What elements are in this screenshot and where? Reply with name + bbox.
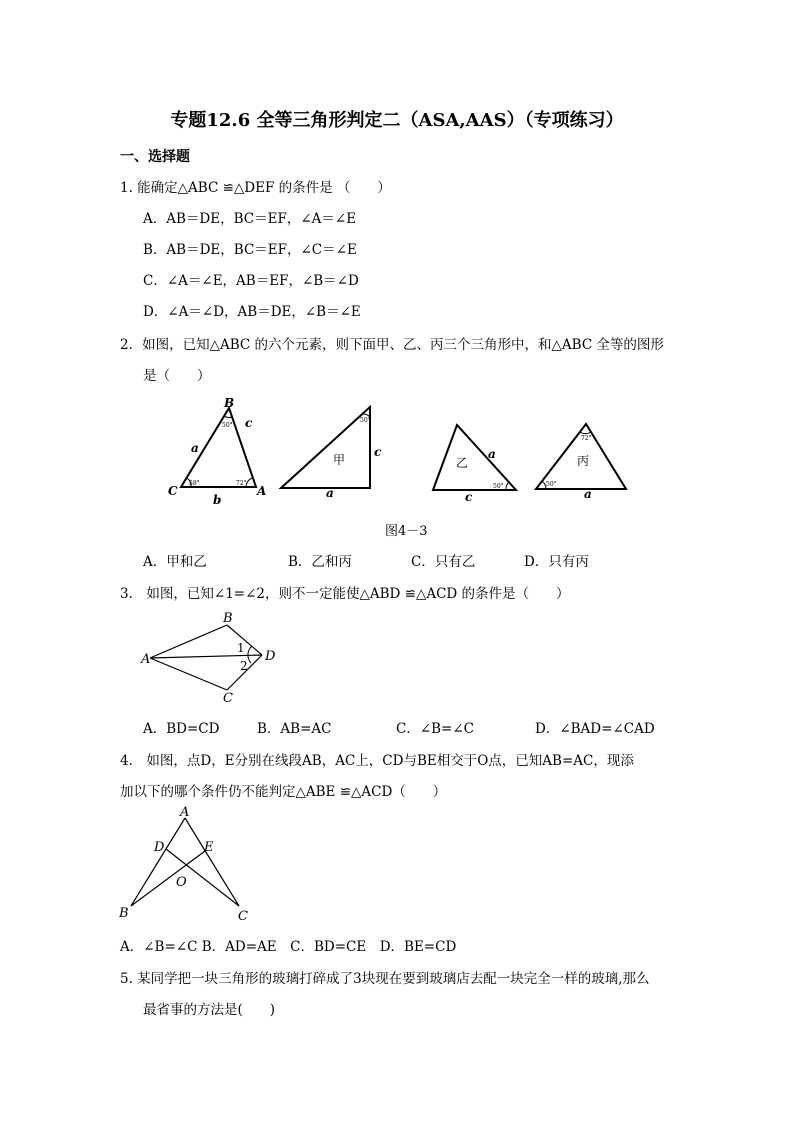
section-heading: 一、选择题 <box>120 149 190 165</box>
question-2-option-d: D．只有丙 <box>524 554 589 570</box>
jia-angle-label: 50° <box>360 417 371 424</box>
angle-a-label: 72° <box>236 480 247 487</box>
question-4-options: A．∠B=∠C B．AD=AE C．BD=CE D．BE=CD <box>120 939 457 955</box>
bing-side-a: a <box>584 487 592 501</box>
q4-label-b: B <box>119 906 129 921</box>
yi-name: 乙 <box>456 456 469 470</box>
yi-side-c: c <box>465 490 473 504</box>
q3-label-b: B <box>223 611 233 626</box>
question-3-option-a: A．BD=CD <box>143 721 220 737</box>
question-4-stem-line1: 4． 如图，点D，E分别在线段AB，AC上，CD与BE相交于O点，已知AB=AC，现添 <box>120 753 634 769</box>
angle-c-label: 58° <box>189 480 200 487</box>
yi-side-a: a <box>488 447 496 461</box>
question-1-option-c: C．∠A＝∠E，AB＝EF，∠B＝∠D <box>143 273 359 289</box>
jia-side-c: c <box>374 445 382 459</box>
q4-label-c: C <box>238 909 248 924</box>
question-3-option-c: C．∠B=∠C <box>396 721 475 737</box>
label-a-vertex: A <box>257 484 267 498</box>
question-3-stem: 3． 如图，已知∠1=∠2，则不一定能使△ABD ≌△ACD 的条件是（ ） <box>120 586 570 602</box>
question-1-option-b: B．AB＝DE，BC＝EF，∠C＝∠E <box>143 242 357 258</box>
question-2-option-b: B．乙和丙 <box>288 554 352 570</box>
bing-angle-top-label: 72° <box>581 435 592 442</box>
question-2-option-a: A．甲和乙 <box>143 554 207 570</box>
angle-b-label: 50° <box>222 422 233 429</box>
q3-label-a: A <box>141 652 151 667</box>
question-1-option-d: D．∠A＝∠D，AB＝DE，∠B＝∠E <box>143 304 361 320</box>
question-2-stem-line1: 2．如图，已知△ABC 的六个元素，则下面甲、乙、丙三个三角形中，和△ABC 全等的图形 <box>120 337 664 353</box>
q4-label-d: D <box>154 840 165 855</box>
q4-label-o: O <box>176 875 187 890</box>
question-2-stem-line2: 是（ ） <box>143 368 211 384</box>
bing-name: 丙 <box>577 454 590 468</box>
jia-side-a: a <box>326 486 334 500</box>
label-c-vertex: C <box>168 484 178 498</box>
yi-angle-label: 50° <box>493 483 504 490</box>
q4-label-e: E <box>204 840 214 855</box>
question-3-option-b: B．AB=AC <box>257 721 332 737</box>
question-4-stem-line2: 加以下的哪个条件仍不能判定△ABE ≌△ACD（ ） <box>120 784 447 800</box>
page-title: 专题12.6 全等三角形判定二（ASA,AAS）（专项练习） <box>170 110 624 131</box>
q3-angle-1: 1 <box>237 641 245 655</box>
bing-angle-left-label: 50° <box>546 481 557 488</box>
question-2-option-c: C．只有乙 <box>411 554 476 570</box>
q3-label-d: D <box>265 649 276 664</box>
label-b-vertex: B <box>224 396 235 410</box>
q3-angle-2: 2 <box>240 659 248 673</box>
q4-label-a: A <box>180 805 190 820</box>
figure-caption: 图4－3 <box>385 524 428 539</box>
q3-label-c: C <box>223 691 233 706</box>
label-side-b: b <box>213 493 222 507</box>
question-5-stem-line2: 最省事的方法是( ) <box>143 1002 276 1018</box>
question-3-option-d: D．∠BAD=∠CAD <box>535 721 655 737</box>
label-side-a: a <box>191 441 199 455</box>
label-side-c: c <box>245 416 253 430</box>
question-1-stem: 1. 能确定△ABC ≌△DEF 的条件是 （ ） <box>120 180 391 196</box>
question-5-stem-line1: 5. 某同学把一块三角形的玻璃打碎成了3块现在要到玻璃店去配一块完全一样的玻璃,那么 <box>120 971 650 987</box>
question-1-option-a: A．AB＝DE，BC＝EF，∠A＝∠E <box>143 211 357 227</box>
jia-name: 甲 <box>333 453 346 467</box>
